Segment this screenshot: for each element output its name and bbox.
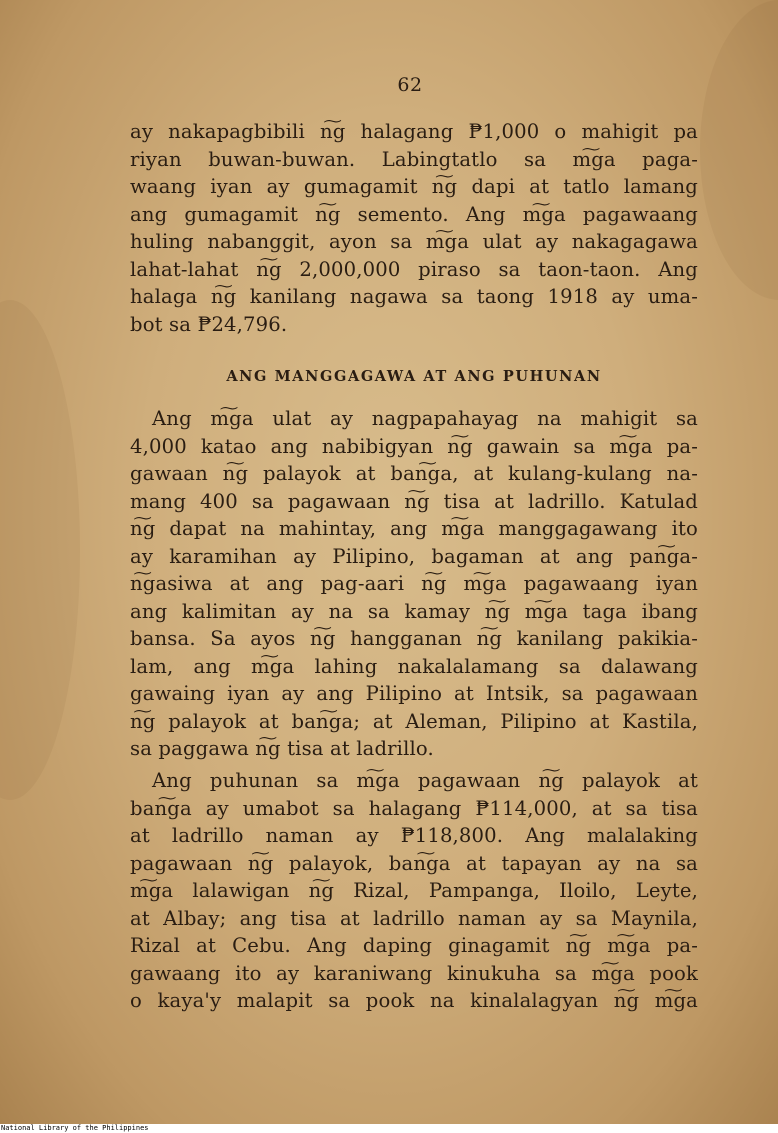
text-line: Rizal at Cebu. Ang daping ginagamit n͠g m͠ga pa-	[130, 934, 698, 957]
text-line: 4,000 katao ang nabibigyan n͠g gawain sa m͠ga pa-	[130, 434, 698, 458]
text-line: o kaya'y malapit sa pook na kinalalagyan n͠g m͠ga	[130, 989, 698, 1012]
text-line: n͠g palayok at ban͠ga; at Aleman, Pilipino at Kastila,	[130, 709, 698, 733]
text-line: gawaing iyan ay ang Pilipino at Intsik, sa pagawaan	[130, 682, 698, 705]
text-line: ban͠ga ay umabot sa halagang ₱114,000, at sa tisa	[130, 796, 698, 820]
text-line: sa paggawa n͠g tisa at ladrillo.	[130, 737, 434, 760]
paragraph-1	[130, 118, 698, 338]
text-line: bot sa ₱24,796.	[130, 312, 288, 336]
text-line: at Albay; ang tisa at ladrillo naman ay sa Maynila,	[130, 906, 698, 930]
text-line: gawaan n͠g palayok at ban͠ga, at kulang-kulang na-	[130, 462, 698, 485]
text-line: ay karamihan ay Pilipino, bagaman at ang pan͠ga-	[130, 544, 698, 568]
page-stain	[0, 300, 80, 800]
text-line: riyan buwan-buwan. Labingtatlo sa m͠ga paga-	[130, 147, 698, 171]
text-line: n͠g dapat na mahintay, ang m͠ga manggagawang ito	[130, 517, 698, 540]
text-line: m͠ga lalawigan n͠g Rizal, Pampanga, Iloilo, Leyte,	[130, 879, 698, 902]
text-line: waang iyan ay gumagamit n͠g dapi at tatlo lamang	[130, 175, 698, 198]
page-stain	[700, 0, 778, 300]
text-line: pagawaan n͠g palayok, ban͠ga at tapayan ay na sa	[130, 851, 698, 875]
text-line: Ang m͠ga ulat ay nagpapahayag na mahigit sa	[152, 407, 698, 430]
section-heading: ANG MANGGAGAWA AT ANG PUHUNAN	[226, 368, 602, 385]
text-line: gawaang ito ay karaniwang kinukuha sa m͠ga pook	[130, 961, 698, 985]
library-credit: National Library of the Philippines	[0, 1124, 778, 1133]
paragraph-3	[130, 767, 698, 1015]
text-line: bansa. Sa ayos n͠g hangganan n͠g kanilang pakikia-	[130, 627, 698, 650]
text-line: n͠gasiwa at ang pag-aari n͠g m͠ga pagawaang iyan	[130, 572, 698, 595]
text-line: halaga n͠g kanilang nagawa sa taong 1918 ay uma-	[130, 285, 698, 308]
text-line: ang gumagamit n͠g semento. Ang m͠ga pagawaang	[130, 202, 698, 226]
page-number: 62	[397, 74, 423, 96]
paragraph-2	[130, 405, 698, 763]
text-line: ang kalimitan ay na sa kamay n͠g m͠ga taga ibang	[130, 599, 698, 623]
text-line: ay nakapagbibili n͠g halagang ₱1,000 o mahigit pa	[130, 120, 698, 143]
text-line: Ang puhunan sa m͠ga pagawaan n͠g palayok at	[152, 769, 698, 792]
text-line: at ladrillo naman ay ₱118,800. Ang malalaking	[130, 824, 698, 847]
text-line: huling nabanggit, ayon sa m͠ga ulat ay nakagagawa	[130, 230, 698, 253]
text-line: lam, ang m͠ga lahing nakalalamang sa dalawang	[130, 654, 698, 678]
text-line: lahat-lahat n͠g 2,000,000 piraso sa taon-taon. Ang	[130, 257, 698, 281]
text-line: mang 400 sa pagawaan n͠g tisa at ladrillo. Katulad	[130, 489, 698, 513]
